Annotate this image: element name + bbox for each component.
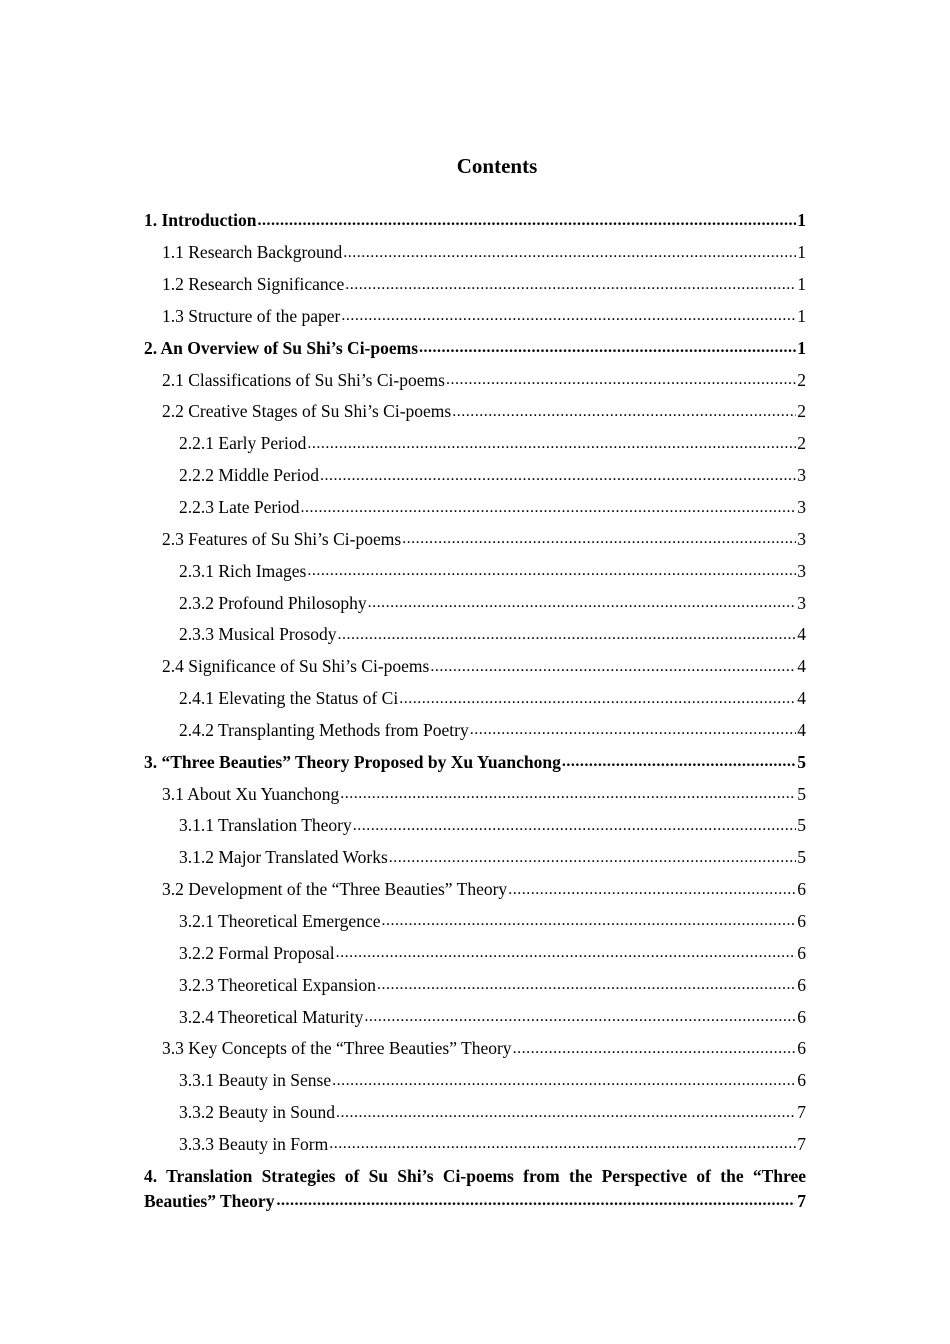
dot-leader — [340, 785, 796, 803]
toc-entry[interactable] — [144, 587, 806, 619]
toc-entry-label: 3.1.1 Translation Theory — [179, 815, 352, 836]
dot-leader — [276, 1192, 795, 1210]
toc-entry-page-number: 6 — [797, 1038, 806, 1059]
dot-leader — [562, 753, 796, 771]
toc-entry[interactable] — [144, 874, 806, 906]
toc-entry-page-number: 3 — [797, 465, 806, 486]
dot-leader — [301, 499, 797, 517]
toc-entry-label: 1.1 Research Background — [162, 242, 343, 263]
dot-leader — [345, 276, 796, 294]
toc-entry[interactable] — [144, 237, 806, 269]
toc-entry-line2 — [144, 1188, 806, 1214]
toc-entries — [144, 205, 806, 1160]
dot-leader — [368, 594, 797, 612]
toc-entry-page-number: 6 — [797, 879, 806, 900]
toc-entry[interactable] — [144, 1033, 806, 1065]
toc-entry-label: 3.2.2 Formal Proposal — [179, 942, 335, 963]
toc-entry[interactable] — [144, 269, 806, 301]
toc-entry[interactable] — [144, 746, 806, 778]
toc-entry-label: 3.3.3 Beauty in Form — [179, 1133, 329, 1154]
dot-leader — [353, 817, 797, 835]
toc-entry-label: 3.2.3 Theoretical Expansion — [179, 974, 376, 995]
toc-entry[interactable] — [144, 1065, 806, 1097]
toc-entry-label: 3.3.2 Beauty in Sound — [179, 1102, 336, 1123]
toc-entry-page-number: 7 — [797, 1102, 806, 1123]
toc-entry[interactable] — [144, 396, 806, 428]
toc-entry-section-4[interactable] — [144, 1164, 806, 1214]
toc-entry-page-number: 2 — [797, 401, 806, 422]
toc-entry-page-number: 1 — [797, 337, 806, 358]
dot-leader — [257, 212, 796, 230]
toc-entry[interactable] — [144, 906, 806, 938]
toc-entry-label: 2.1 Classifications of Su Shi’s Ci-poems — [162, 369, 445, 390]
toc-entry-page-number: 2 — [797, 433, 806, 454]
toc-entry-label: 3. “Three Beauties” Theory Proposed by Xu Yuanchong — [144, 751, 561, 772]
toc-entry[interactable] — [144, 301, 806, 333]
dot-leader — [336, 1104, 796, 1122]
toc-entry-label: 2.4.1 Elevating the Status of Ci — [179, 688, 399, 709]
toc-entry-page-number: 4 — [797, 656, 806, 677]
toc-entry-label: 3.3 Key Concepts of the “Three Beauties” Theory — [162, 1038, 512, 1059]
toc-entry-label: 2.2.3 Late Period — [179, 497, 300, 518]
toc-entry-label-line1: 4. Translation Strategies of Su Shi’s Ci-poems from the Perspective of the “Three — [144, 1166, 806, 1187]
table-of-contents — [144, 205, 806, 1214]
toc-entry-label: 3.3.1 Beauty in Sense — [179, 1070, 332, 1091]
dot-leader — [332, 1072, 796, 1090]
toc-entry-label: 3.2.1 Theoretical Emergence — [179, 910, 381, 931]
toc-entry-label: 3.1.2 Major Translated Works — [179, 847, 388, 868]
toc-entry-page-number: 6 — [797, 942, 806, 963]
toc-entry[interactable] — [144, 332, 806, 364]
toc-entry[interactable] — [144, 205, 806, 237]
toc-entry[interactable] — [144, 555, 806, 587]
toc-entry-label-line2: Beauties” Theory — [144, 1190, 275, 1211]
toc-entry[interactable] — [144, 619, 806, 651]
toc-entry-page-number: 5 — [797, 783, 806, 804]
toc-entry-page-number: 1 — [797, 210, 806, 231]
dot-leader — [338, 626, 797, 644]
toc-entry-page-number: 7 — [797, 1190, 806, 1211]
toc-entry-label: 2.2.2 Middle Period — [179, 465, 319, 486]
toc-entry-page-number: 5 — [797, 847, 806, 868]
toc-entry-page-number: 1 — [797, 305, 806, 326]
toc-entry-page-number: 2 — [797, 369, 806, 390]
dot-leader — [343, 244, 796, 262]
toc-entry[interactable] — [144, 810, 806, 842]
dot-leader — [307, 435, 796, 453]
toc-entry-page-number: 5 — [797, 815, 806, 836]
toc-entry-page-number: 1 — [797, 242, 806, 263]
toc-entry-page-number: 6 — [797, 910, 806, 931]
toc-entry[interactable] — [144, 492, 806, 524]
dot-leader — [470, 721, 797, 739]
toc-entry-label: 2.3 Features of Su Shi’s Ci-poems — [162, 528, 402, 549]
toc-entry[interactable] — [144, 937, 806, 969]
dot-leader — [399, 690, 796, 708]
toc-entry-label: 1.3 Structure of the paper — [162, 305, 341, 326]
toc-entry[interactable] — [144, 969, 806, 1001]
toc-entry-page-number: 4 — [797, 624, 806, 645]
toc-entry[interactable] — [144, 842, 806, 874]
toc-entry[interactable] — [144, 460, 806, 492]
dot-leader — [430, 658, 796, 676]
toc-entry[interactable] — [144, 1128, 806, 1160]
toc-entry-label: 1.2 Research Significance — [162, 274, 345, 295]
toc-entry-page-number: 1 — [797, 274, 806, 295]
toc-entry-label: 2.3.2 Profound Philosophy — [179, 592, 367, 613]
toc-entry[interactable] — [144, 778, 806, 810]
toc-entry-label: 3.2 Development of the “Three Beauties” Theory — [162, 879, 508, 900]
toc-entry-label: 2.3.1 Rich Images — [179, 560, 307, 581]
toc-entry-page-number: 4 — [797, 688, 806, 709]
dot-leader — [320, 467, 796, 485]
dot-leader — [389, 849, 796, 867]
toc-entry[interactable] — [144, 715, 806, 747]
toc-entry-page-number: 6 — [797, 974, 806, 995]
dot-leader — [364, 1008, 796, 1026]
toc-entry-label: 2. An Overview of Su Shi’s Ci-poems — [144, 337, 419, 358]
dot-leader — [419, 339, 796, 357]
toc-entry-page-number: 6 — [797, 1006, 806, 1027]
dot-leader — [446, 371, 796, 389]
toc-entry[interactable] — [144, 1097, 806, 1129]
toc-entry-page-number: 6 — [797, 1070, 806, 1091]
dot-leader — [382, 912, 797, 930]
toc-entry-label: 2.2.1 Early Period — [179, 433, 307, 454]
dot-leader — [329, 1135, 796, 1153]
toc-entry-label: 3.1 About Xu Yuanchong — [162, 783, 340, 804]
toc-entry[interactable] — [144, 683, 806, 715]
toc-entry-page-number: 3 — [797, 528, 806, 549]
toc-entry[interactable] — [144, 651, 806, 683]
toc-entry-page-number: 3 — [797, 592, 806, 613]
toc-entry-page-number: 3 — [797, 497, 806, 518]
toc-entry-page-number: 5 — [797, 751, 806, 772]
toc-entry-page-number: 7 — [797, 1133, 806, 1154]
toc-entry-label: 2.4 Significance of Su Shi’s Ci-poems — [162, 656, 430, 677]
dot-leader — [452, 403, 796, 421]
toc-entry[interactable] — [144, 1001, 806, 1033]
toc-entry-label: 1. Introduction — [144, 210, 257, 231]
toc-entry-page-number: 4 — [797, 719, 806, 740]
dot-leader — [307, 562, 796, 580]
toc-entry[interactable] — [144, 428, 806, 460]
toc-entry-label: 2.2 Creative Stages of Su Shi’s Ci-poems — [162, 401, 452, 422]
page-title: Contents — [456, 154, 538, 178]
toc-entry-label: 2.4.2 Transplanting Methods from Poetry — [179, 719, 469, 740]
dot-leader — [513, 1040, 797, 1058]
toc-entry[interactable] — [144, 523, 806, 555]
toc-entry-page-number: 3 — [797, 560, 806, 581]
dot-leader — [377, 976, 796, 994]
toc-entry-label: 2.3.3 Musical Prosody — [179, 624, 337, 645]
dot-leader — [336, 944, 797, 962]
dot-leader — [402, 530, 796, 548]
toc-entry-label: 3.2.4 Theoretical Maturity — [179, 1006, 364, 1027]
dot-leader — [341, 307, 796, 325]
dot-leader — [508, 881, 796, 899]
toc-entry[interactable] — [144, 364, 806, 396]
